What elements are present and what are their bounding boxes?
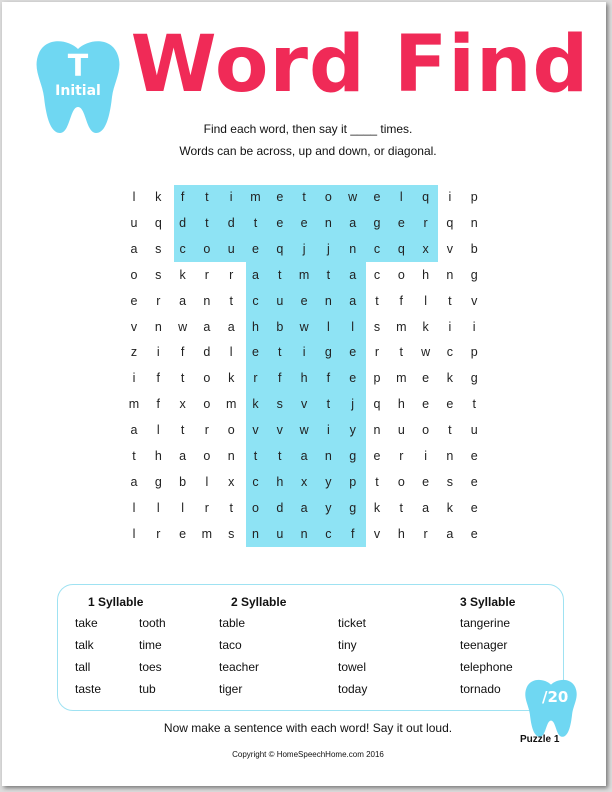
grid-letter: y bbox=[325, 474, 332, 489]
grid-letter: w bbox=[348, 190, 358, 204]
grid-letter: m bbox=[201, 526, 213, 541]
grid-letter: t bbox=[278, 449, 282, 463]
puzzle-label: Puzzle 1 bbox=[520, 734, 560, 745]
grid-letter: n bbox=[324, 293, 332, 308]
grid-letter: n bbox=[154, 319, 162, 334]
word-list-item: tall bbox=[75, 660, 91, 674]
grid-letter: m bbox=[250, 190, 261, 204]
grid-letter: k bbox=[422, 319, 429, 334]
grid-letter: t bbox=[180, 371, 185, 386]
grid-letter: r bbox=[374, 345, 380, 360]
grid-letter: a bbox=[446, 526, 454, 541]
grid-letter: u bbox=[470, 423, 478, 438]
grid-letter: k bbox=[179, 267, 186, 282]
grid-letter: w bbox=[299, 423, 309, 438]
grid-letter: r bbox=[423, 215, 428, 230]
grid-letter: t bbox=[180, 423, 185, 438]
grid-letter: d bbox=[203, 345, 211, 360]
grid-letter: u bbox=[276, 293, 284, 308]
grid-letter: a bbox=[227, 319, 235, 334]
grid-letter: c bbox=[179, 241, 186, 256]
grid-letter: o bbox=[203, 449, 211, 463]
grid-letter: l bbox=[132, 526, 136, 541]
grid-letter: n bbox=[324, 215, 332, 230]
grid-letter: e bbox=[422, 371, 430, 386]
grid-letter: i bbox=[156, 345, 160, 360]
score-label: /20 bbox=[542, 688, 569, 706]
grid-letter: e bbox=[276, 215, 284, 230]
grid-letter: e bbox=[422, 397, 430, 412]
grid-letter: f bbox=[156, 371, 161, 386]
grid-letter: e bbox=[252, 241, 259, 256]
grid-letter: n bbox=[324, 449, 332, 463]
grid-letter: o bbox=[252, 500, 259, 515]
grid-letter: k bbox=[373, 500, 381, 515]
grid-letter: e bbox=[179, 526, 187, 541]
grid-letter: q bbox=[154, 215, 162, 230]
grid-letter: c bbox=[373, 241, 381, 256]
grid-letter: e bbox=[470, 449, 478, 463]
grid-letter: e bbox=[470, 526, 478, 541]
word-list-item: taste bbox=[75, 682, 102, 696]
grid-letter: o bbox=[203, 397, 211, 412]
grid-letter: c bbox=[446, 345, 454, 360]
grid-letter: c bbox=[252, 474, 259, 489]
grid-letter: c bbox=[325, 526, 332, 541]
grid-letter: z bbox=[130, 345, 138, 360]
grid-letter: b bbox=[470, 241, 478, 256]
grid-letter: h bbox=[252, 319, 259, 334]
grid-letter: l bbox=[132, 500, 136, 515]
grid-letter: q bbox=[397, 241, 405, 256]
grid-letter: k bbox=[228, 371, 235, 386]
grid-letter: y bbox=[325, 500, 332, 515]
grid-letter: u bbox=[397, 423, 405, 438]
grid-letter: j bbox=[327, 241, 330, 256]
grid-letter: m bbox=[396, 371, 407, 386]
grid-letter: c bbox=[373, 267, 381, 282]
badge-letter: T bbox=[67, 49, 89, 84]
grid-letter: n bbox=[349, 241, 357, 256]
grid-letter: o bbox=[422, 423, 430, 438]
grid-letter: t bbox=[375, 293, 379, 308]
grid-letter: t bbox=[229, 293, 233, 308]
grid-letter: s bbox=[228, 526, 235, 541]
grid-letter: t bbox=[278, 345, 282, 360]
grid-letter: g bbox=[373, 215, 381, 230]
grid-letter: g bbox=[349, 449, 357, 463]
grid-letter: t bbox=[229, 500, 233, 515]
grid-letter: e bbox=[373, 190, 381, 204]
grid-letter: r bbox=[423, 526, 428, 541]
word-list-item: today bbox=[338, 682, 368, 696]
grid-letter: n bbox=[470, 215, 478, 230]
grid-letter: a bbox=[130, 423, 138, 438]
grid-letter: p bbox=[349, 474, 357, 489]
grid-letter: i bbox=[302, 345, 306, 360]
grid-letter: c bbox=[252, 293, 259, 308]
grid-letter: l bbox=[327, 319, 330, 334]
grid-letter: p bbox=[373, 371, 381, 386]
grid-letter: l bbox=[424, 293, 427, 308]
copyright: Copyright © HomeSpeechHome.com 2016 bbox=[232, 750, 384, 759]
grid-letter: t bbox=[448, 423, 452, 438]
grid-letter: d bbox=[276, 500, 284, 515]
word-list-item: take bbox=[75, 616, 98, 630]
grid-letter: a bbox=[130, 474, 138, 489]
grid-letter: f bbox=[326, 371, 331, 386]
grid-letter: e bbox=[422, 474, 430, 489]
grid-letter: o bbox=[130, 267, 138, 282]
header-1-syllable: 1 Syllable bbox=[88, 595, 144, 609]
grid-letter: a bbox=[179, 449, 187, 463]
instruction-line-1: Find each word, then say it ____ times. bbox=[203, 122, 413, 136]
grid-letter: o bbox=[203, 371, 211, 386]
grid-letter: f bbox=[350, 526, 355, 541]
grid-letter: t bbox=[302, 190, 306, 204]
grid-letter: x bbox=[179, 397, 186, 412]
grid-letter: q bbox=[422, 190, 430, 204]
grid-letter: n bbox=[252, 526, 259, 541]
grid-letter: s bbox=[155, 267, 162, 282]
badge-label: Initial bbox=[55, 83, 101, 99]
grid-letter: a bbox=[422, 500, 430, 515]
grid-letter: q bbox=[373, 397, 381, 412]
grid-letter: a bbox=[130, 241, 138, 256]
grid-letter: e bbox=[130, 293, 138, 308]
grid-letter: e bbox=[349, 371, 357, 386]
grid-letter: f bbox=[180, 190, 185, 204]
grid-letter: r bbox=[156, 526, 161, 541]
word-list-item: towel bbox=[338, 660, 367, 674]
grid-letter: e bbox=[373, 449, 381, 463]
grid-letter: t bbox=[326, 267, 331, 282]
grid-letter: a bbox=[349, 215, 357, 230]
grid-letter: r bbox=[204, 423, 209, 438]
grid-letter: t bbox=[253, 449, 258, 463]
grid-letter: a bbox=[349, 293, 357, 308]
grid-letter: f bbox=[399, 293, 404, 308]
grid-letter: o bbox=[397, 474, 405, 489]
grid-letter: a bbox=[179, 293, 187, 308]
grid-letter: x bbox=[422, 241, 429, 256]
grid-letter: l bbox=[399, 190, 403, 204]
grid-letter: n bbox=[446, 267, 454, 282]
word-list-item: tiny bbox=[338, 638, 357, 652]
grid-letter: o bbox=[324, 190, 332, 204]
grid-letter: q bbox=[276, 241, 284, 256]
grid-letter: g bbox=[324, 345, 332, 360]
word-list-item: table bbox=[219, 616, 246, 630]
word-list-item: taco bbox=[219, 638, 242, 652]
grid-letter: w bbox=[178, 319, 188, 334]
grid-letter: t bbox=[399, 345, 404, 360]
grid-letter: r bbox=[156, 293, 161, 308]
grid-letter: t bbox=[375, 474, 379, 489]
grid-letter: o bbox=[203, 241, 211, 256]
grid-letter: t bbox=[205, 215, 209, 230]
grid-letter: l bbox=[156, 423, 160, 438]
grid-letter: k bbox=[155, 190, 162, 204]
grid-letter: r bbox=[204, 267, 209, 282]
grid-letter: e bbox=[252, 345, 259, 360]
grid-letter: v bbox=[252, 423, 259, 438]
page-title: Word Find bbox=[130, 20, 590, 110]
grid-letter: i bbox=[448, 190, 452, 204]
grid-letter: t bbox=[399, 500, 404, 515]
grid-letter: r bbox=[399, 449, 404, 463]
grid-letter: i bbox=[327, 423, 330, 438]
grid-letter: y bbox=[349, 423, 356, 438]
header-2-syllable: 2 Syllable bbox=[231, 595, 287, 609]
grid-letter: j bbox=[302, 241, 306, 256]
grid-letter: t bbox=[448, 293, 452, 308]
tooth-badge bbox=[32, 35, 124, 135]
grid-letter: q bbox=[446, 215, 454, 230]
grid-letter: r bbox=[204, 500, 209, 515]
grid-letter: f bbox=[156, 397, 161, 412]
grid-letter: j bbox=[351, 397, 355, 412]
grid-letter: a bbox=[300, 500, 308, 515]
grid-letter: n bbox=[300, 526, 308, 541]
worksheet-page bbox=[2, 2, 606, 786]
grid-letter: r bbox=[229, 267, 234, 282]
word-list-item: teenager bbox=[460, 638, 508, 652]
word-list-item: telephone bbox=[460, 660, 513, 674]
grid-letter: f bbox=[278, 371, 282, 386]
grid-letter: u bbox=[227, 241, 235, 256]
grid-letter: b bbox=[179, 474, 187, 489]
grid-letter: n bbox=[373, 423, 381, 438]
grid-letter: w bbox=[299, 319, 309, 334]
grid-letter: h bbox=[397, 526, 405, 541]
grid-letter: v bbox=[300, 397, 308, 412]
grid-letter: o bbox=[397, 267, 405, 282]
grid-letter: i bbox=[424, 449, 427, 463]
grid-letter: i bbox=[448, 319, 452, 334]
grid-letter: k bbox=[446, 371, 454, 386]
grid-letter: u bbox=[276, 526, 284, 541]
grid-letter: l bbox=[205, 474, 209, 489]
grid-letter: a bbox=[300, 449, 308, 463]
grid-letter: s bbox=[446, 474, 454, 489]
word-list-item: talk bbox=[75, 638, 94, 652]
grid-letter: e bbox=[300, 215, 308, 230]
grid-letter: u bbox=[130, 215, 138, 230]
grid-letter: n bbox=[203, 293, 211, 308]
grid-letter: l bbox=[156, 500, 160, 515]
grid-letter: l bbox=[229, 345, 233, 360]
grid-letter: v bbox=[130, 319, 138, 334]
grid-letter: s bbox=[276, 397, 283, 412]
word-list-item: tooth bbox=[139, 616, 166, 630]
grid-letter: a bbox=[203, 319, 211, 334]
grid-letter: m bbox=[396, 319, 407, 334]
word-list-item: time bbox=[139, 638, 162, 652]
word-list-item: toes bbox=[139, 660, 162, 674]
grid-letter: r bbox=[253, 371, 258, 386]
grid-letter: v bbox=[471, 293, 478, 308]
grid-letter: i bbox=[229, 190, 233, 204]
grid-letter: g bbox=[349, 500, 357, 515]
grid-letter: d bbox=[227, 215, 235, 230]
grid-letter: k bbox=[446, 500, 454, 515]
grid-letter: s bbox=[373, 319, 381, 334]
grid-letter: d bbox=[179, 215, 187, 230]
grid-letter: a bbox=[349, 267, 357, 282]
grid-letter: t bbox=[472, 397, 476, 412]
grid-letter: h bbox=[154, 449, 162, 463]
word-list-item: tub bbox=[139, 682, 156, 696]
grid-letter: t bbox=[278, 267, 282, 282]
grid-letter: l bbox=[351, 319, 355, 334]
sentence-instruction: Now make a sentence with each word! Say it out loud. bbox=[163, 721, 453, 735]
grid-letter: v bbox=[446, 241, 454, 256]
grid-letter: e bbox=[470, 474, 478, 489]
grid-letter: e bbox=[470, 500, 478, 515]
grid-letter: e bbox=[349, 345, 357, 360]
grid-letter: t bbox=[132, 449, 136, 463]
grid-letter: f bbox=[180, 345, 185, 360]
grid-letter: g bbox=[154, 474, 162, 489]
grid-letter: i bbox=[472, 319, 476, 334]
grid-letter: t bbox=[205, 190, 209, 204]
grid-letter: w bbox=[421, 345, 431, 360]
grid-letter: i bbox=[132, 371, 136, 386]
word-list-item: tornado bbox=[460, 682, 501, 696]
grid-letter: h bbox=[276, 474, 284, 489]
grid-letter: v bbox=[373, 526, 381, 541]
grid-letter: a bbox=[252, 267, 259, 282]
grid-letter: o bbox=[227, 423, 235, 438]
grid-letter: n bbox=[227, 449, 235, 463]
instruction-line-2: Words can be across, up and down, or diagonal. bbox=[179, 144, 437, 158]
word-list-item: tangerine bbox=[460, 616, 511, 630]
grid-letter: v bbox=[276, 423, 283, 438]
grid-letter: e bbox=[276, 190, 284, 204]
grid-letter: e bbox=[446, 397, 454, 412]
grid-letter: e bbox=[397, 215, 405, 230]
grid-letter: p bbox=[470, 345, 478, 360]
grid-letter: s bbox=[155, 241, 162, 256]
word-list-item: ticket bbox=[338, 616, 367, 630]
grid-letter: m bbox=[298, 267, 310, 282]
grid-letter: h bbox=[397, 397, 405, 412]
grid-letter: n bbox=[446, 449, 454, 463]
grid-letter: t bbox=[253, 215, 258, 230]
grid-letter: x bbox=[300, 474, 308, 489]
grid-letter: m bbox=[225, 397, 237, 412]
grid-letter: k bbox=[252, 397, 259, 412]
grid-letter: e bbox=[300, 293, 308, 308]
word-list-item: tiger bbox=[219, 682, 243, 696]
word-list-box bbox=[57, 584, 564, 711]
grid-letter: m bbox=[128, 397, 140, 412]
grid-letter: t bbox=[326, 397, 331, 412]
grid-letter: p bbox=[470, 190, 478, 204]
word-list-item: teacher bbox=[219, 660, 260, 674]
grid-letter: h bbox=[300, 371, 308, 386]
grid-letter: l bbox=[132, 190, 136, 204]
grid-letter: g bbox=[470, 267, 478, 282]
grid-letter: b bbox=[276, 319, 284, 334]
grid-letter: l bbox=[181, 500, 184, 515]
grid-letter: h bbox=[422, 267, 430, 282]
header-3-syllable: 3 Syllable bbox=[460, 595, 516, 609]
grid-letter: g bbox=[470, 371, 478, 386]
grid-letter: x bbox=[228, 474, 235, 489]
